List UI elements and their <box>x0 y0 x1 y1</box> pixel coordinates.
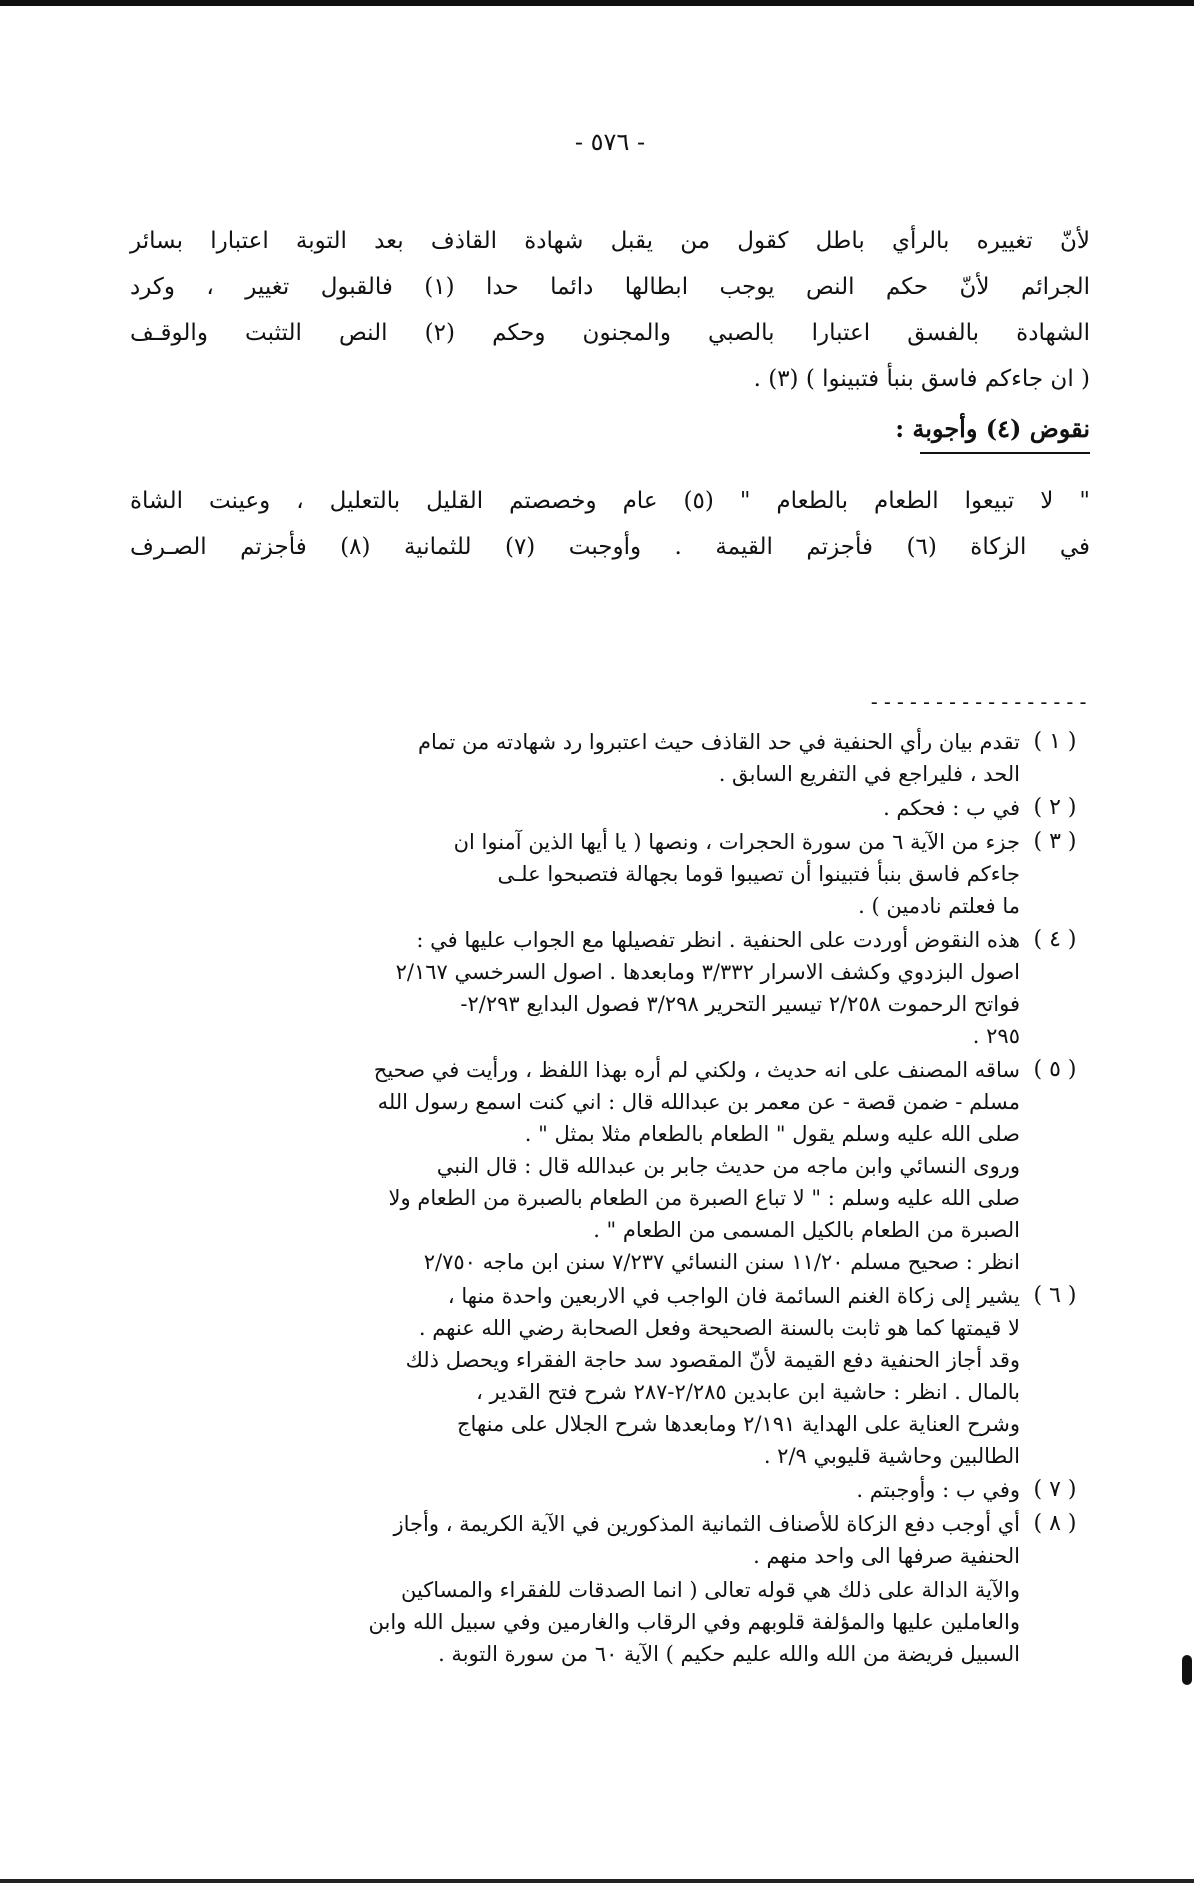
footnote-text <box>130 826 1020 922</box>
footnote-line: هذه النقوض أوردت على الحنفية . انظر تفصيلها مع الجواب عليها في : <box>416 928 1020 952</box>
document-page <box>130 128 1090 1670</box>
footnote-line: وفي ب : وأوجبتم . <box>856 1478 1020 1502</box>
footnotes <box>130 726 1090 1572</box>
footnote-line: بالمال . انظر : حاشية ابن عابدين ٢/٢٨٥-٢٨٧ شرح فتح القدير ، <box>476 1380 1020 1404</box>
scan-top-border <box>0 0 1194 6</box>
footnote-number: ( ٥ ) <box>1033 1057 1077 1082</box>
footnote-line: مسلم - ضمن قصة - عن معمر بن عبدالله قال : اني كنت اسمع رسول الله <box>377 1090 1020 1114</box>
body-line: في الزكاة (٦) فأجزتم القيمة . وأوجبت (٧) للثمانية (٨) فأجزتم الصـرف <box>130 534 1090 560</box>
footnote <box>130 1280 1090 1472</box>
footnote-line: ٢٩٥ . <box>972 1024 1020 1048</box>
footnote-number: ( ٦ ) <box>1033 1283 1077 1308</box>
footnote-text <box>130 792 1020 824</box>
footnote <box>130 1508 1090 1572</box>
footnote-number: ( ٢ ) <box>1033 795 1077 820</box>
footnote <box>130 792 1090 824</box>
footnote-text <box>130 924 1020 1052</box>
scan-edge-mark <box>1182 1655 1192 1685</box>
second-paragraph <box>130 478 1090 570</box>
footnote <box>130 1474 1090 1506</box>
body-line: ( ان جاءكم فاسق بنبأ فتبينوا ) (٣) . <box>753 366 1090 392</box>
footnote-text <box>130 1054 1020 1278</box>
footnote-line: الطالبين وحاشية قليوبي ٢/٩ . <box>763 1444 1020 1468</box>
page-number: - ٥٧٦ - <box>574 128 646 156</box>
footnote-line: في ب : فحكم . <box>883 796 1020 820</box>
footnote-text <box>130 1280 1020 1472</box>
footnote-text <box>130 1508 1020 1572</box>
footnote-line: الحد ، فليراجع في التفريع السابق . <box>718 762 1020 786</box>
footnote-line: جاءكم فاسق بنبأ فتبينوا أن تصيبوا قوما بجهالة فتصبحوا علـى <box>497 862 1020 886</box>
footnote-line: صلى الله عليه وسلم : " لا تباع الصبرة من الطعام بالصبرة من الطعام ولا <box>388 1186 1020 1210</box>
footnote-line: يشير إلى زكاة الغنم السائمة فان الواجب في الاربعين واحدة منها ، <box>447 1284 1020 1308</box>
footnote-text <box>130 1474 1020 1506</box>
footnote-line: انظر : صحيح مسلم ١١/٢٠ سنن النسائي ٧/٢٣٧ سنن ابن ماجه ٢/٧٥٠ <box>423 1250 1020 1274</box>
footnote-line: ساقه المصنف على انه حديث ، ولكني لم أره بهذا اللفظ ، ورأيت في صحيح <box>373 1058 1020 1082</box>
footnote <box>130 826 1090 922</box>
footnote-line: صلى الله عليه وسلم يقول " الطعام بالطعام مثلا بمثل " . <box>524 1122 1020 1146</box>
footnote-line: فواتح الرحموت ٢/٢٥٨ تيسير التحرير ٣/٢٩٨ فصول البدايع ٢/٢٩٣- <box>460 992 1020 1016</box>
footnote-line: وروى النسائي وابن ماجه من حديث جابر بن عبدالله قال : قال النبي <box>436 1154 1020 1178</box>
footnote-line: الحنفية صرفها الى واحد منهم . <box>753 1544 1020 1568</box>
footnote <box>130 1054 1090 1278</box>
footnote-separator: ----------------- <box>868 690 1090 714</box>
footnote-line: السبيل فريضة من الله والله عليم حكيم ) الآية ٦٠ من سورة التوبة . <box>438 1642 1020 1666</box>
footnote-number: ( ٧ ) <box>1033 1477 1077 1502</box>
body-line: الشهادة بالفسق اعتبارا بالصبي والمجنون وحكم (٢) النص التثبت والوقـف <box>130 320 1090 346</box>
footnote-number: ( ٨ ) <box>1033 1511 1077 1536</box>
footnote <box>130 924 1090 1052</box>
body-line: " لا تبيعوا الطعام بالطعام " (٥) عام وخصصتم القليل بالتعليل ، وعينت الشاة <box>130 488 1090 514</box>
main-paragraph <box>130 218 1090 402</box>
footnote-line: وقد أجاز الحنفية دفع القيمة لأنّ المقصود سد حاجة الفقراء ويحصل ذلك <box>405 1348 1020 1372</box>
footnote-number: ( ٤ ) <box>1033 927 1077 952</box>
body-line: لأنّ تغييره بالرأي باطل كقول من يقبل شهادة القاذف بعد التوبة اعتبارا بسائر <box>130 228 1090 254</box>
footnote-line: اصول البزدوي وكشف الاسرار ٣/٣٣٢ ومابعدها . اصول السرخسي ٢/١٦٧ <box>395 960 1020 984</box>
footnote <box>130 726 1090 790</box>
footnote-line: تقدم بيان رأي الحنفية في حد القاذف حيث اعتبروا رد شهادته من تمام <box>417 730 1020 754</box>
footnote-line: والعاملين عليها والمؤلفة قلوبهم وفي الرقاب والغارمين وفي سبيل الله وابن <box>368 1610 1020 1634</box>
footnote-line: ما فعلتم نادمين ) . <box>858 894 1020 918</box>
heading-underline <box>920 452 1090 454</box>
footnote-line: والآية الدالة على ذلك هي قوله تعالى ( انما الصدقات للفقراء والمساكين <box>400 1578 1020 1602</box>
footnote-text <box>130 726 1020 790</box>
body-line: الجرائم لأنّ حكم النص يوجب ابطالها دائما حدا (١) فالقبول تغيير ، وكرد <box>130 274 1090 300</box>
footnote-number: ( ٣ ) <box>1033 829 1077 854</box>
scan-bottom-border <box>0 1879 1194 1883</box>
footnote-continuation <box>130 1574 1090 1670</box>
footnote-line: أي أوجب دفع الزكاة للأصناف الثمانية المذكورين في الآية الكريمة ، وأجاز <box>393 1512 1020 1536</box>
footnote-line: وشرح العناية على الهداية ٢/١٩١ ومابعدها شرح الجلال على منهاج <box>456 1412 1020 1436</box>
footnote-number: ( ١ ) <box>1033 729 1077 754</box>
section-heading: نقوض (٤) وأجوبة : <box>895 414 1090 443</box>
footnote-line: الصبرة من الطعام بالكيل المسمى من الطعام " . <box>593 1218 1020 1242</box>
footnote-line: جزء من الآية ٦ من سورة الحجرات ، ونصها ( يا أيها الذين آمنوا ان <box>453 830 1020 854</box>
footnote-line: لا قيمتها كما هو ثابت بالسنة الصحيحة وفعل الصحابة رضي الله عنهم . <box>418 1316 1020 1340</box>
